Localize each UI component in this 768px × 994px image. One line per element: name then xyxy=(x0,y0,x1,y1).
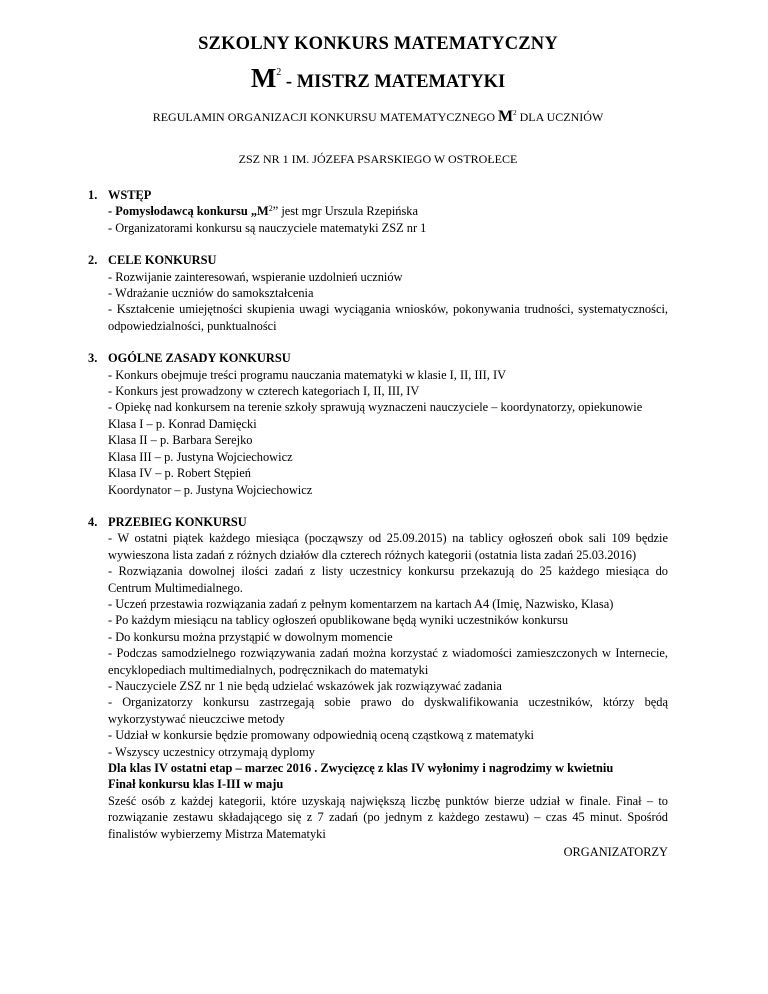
list-item: - Rozwiązania dowolnej ilości zadań z listy uczestnicy konkursu przekazują do 25 każdego miesiąca do Centrum Multimedialnego. xyxy=(108,564,668,595)
list-item: - Konkurs obejmuje treści programu nauczania matematyki w klasie I, II, III, IV xyxy=(108,367,507,382)
list-item: - Wdrażanie uczniów do samokształcenia xyxy=(108,286,314,301)
list-item: Koordynator – p. Justyna Wojciechowicz xyxy=(108,482,313,497)
list-item: - Do konkursu można przystąpić w dowolnym momencie xyxy=(108,629,393,644)
document-title: SZKOLNY KONKURS MATEMATYCZNY xyxy=(198,34,558,54)
m2-logo-small: $M^2$ xyxy=(498,108,517,125)
regulation-line: REGULAMIN ORGANIZACJI KONKURSU MATEMATYCZNEGO $M^2$ DLA UCZNIÓW xyxy=(152,108,604,125)
list-item: Sześć osób z każdej kategorii, które uzyskają największą liczbę punktów bierze udział w finale. Finał – to rozwiązanie zestawu składającego się z 7 zadań (po jednym z każdego zestawu) – czas 45 minut. Spośród finalistów wybierzemy Mistrza Matematyki xyxy=(108,793,668,841)
list-item: Klasa I – p. Konrad Damięcki xyxy=(108,416,257,431)
list-item: - Organizatorzy konkursu zastrzegają sobie prawo do dyskwalifikowania uczestników, którzy będą wykorzystywać nieuczciwe metody xyxy=(108,695,668,726)
list-item: - Rozwijanie zainteresowań, wspieranie uzdolnień uczniów xyxy=(108,269,403,284)
bold-note: Dla klas IV ostatni etap – marzec 2016 . Zwycięzcę z klas IV wyłonimy i nagrodzimy w kwietniu xyxy=(108,761,614,775)
m2-logo: $M^2$ xyxy=(250,63,282,93)
section-heading: OGÓLNE ZASADY KONKURSU xyxy=(108,351,291,366)
signature: ORGANIZATORZY xyxy=(563,845,668,860)
section-heading: PRZEBIEG KONKURSU xyxy=(108,514,247,529)
list-item: - Pomysłodawcą konkursu $„M^2$” jest mgr Urszula Rzepińska xyxy=(108,204,418,219)
list-item: - Uczeń przestawia rozwiązania zadań z pełnym komentarzem na kartach A4 (Imię, Nazwisko, Klasa) xyxy=(108,596,614,611)
list-item: - Udział w konkursie będzie promowany odpowiednią oceną cząstkową z matematyki xyxy=(108,728,534,743)
document-subtitle xyxy=(88,63,668,94)
section-heading: WSTĘP xyxy=(108,188,152,202)
section-4: 4. PRZEBIEG KONKURSU - W ostatni piątek każdego miesiąca (począwszy od 25.09.2015) na tablicy ogłoszeń obok sali 109 będzie wywieszona lista zadań z różnych działów dla czterech różnych kategorii (ostatnia lista zadań 25.03.2016) - Rozwiązania dowolnej ilości zadań z listy uczestnicy konkursu przekazują do 25 każdego miesiąca do Centrum Multimedialnego. - Uczeń przestawia rozwiązania zadań z pełnym komentarzem na kartach A4 (Imię, Nazwisko, Klasa) - Po każdym miesiącu na tablicy ogłoszeń opublikowane będą wyniki uczestników konkursu - Do konkursu można przystąpić w dowolnym momencie - Podczas samodzielnego rozwiązywania zadań można korzystać z wiadomości zamieszczonych w Internecie, encyklopediach multimedialnych, podręcznikach do matematyki - Nauczyciele ZSZ nr 1 nie będą udzielać wskazówek jak rozwiązywać zadania - Organizatorzy konkursu zastrzegają sobie prawo do dyskwalifikowania uczestników, którzy będą wykorzystywać nieuczciwe metody - Udział w konkursie będzie promowany odpowiednią oceną cząstkową z matematyki - Wszyscy uczestnicy otrzymają dyplomy Dla klas IV ostatni etap – marzec 2016 . Zwycięzcę z klas IV wyłonimy i nagrodzimy w kwietniu Finał konkursu klas I-III w maju Sześć osób z każdej kategorii, które uzyskają największą liczbę punktów bierze udział w finale. Finał – to rozwiązanie zestawu składającego się z 7 zadań (po jednym z każdego zestawu) – czas 45 minut. Spośród finalistów wybierzemy Mistrza Matematyki ORGANIZATORZY xyxy=(88,514,668,860)
list-item: - Nauczyciele ZSZ nr 1 nie będą udzielać wskazówek jak rozwiązywać zadania xyxy=(108,678,502,693)
list-item: - Kształcenie umiejętności skupienia uwagi wyciągania wniosków, pokonywania trudności, systematyczności, odpowiedzialności, punktualności xyxy=(108,302,668,333)
list-item: - Podczas samodzielnego rozwiązywania zadań można korzystać z wiadomości zamieszczonych w Internecie, encyklopediach multimedialnych, podręcznikach do matematyki xyxy=(108,646,668,677)
list-item: - Wszyscy uczestnicy otrzymają dyplomy xyxy=(108,744,315,759)
section-heading: CELE KONKURSU xyxy=(108,253,217,268)
list-item: Klasa II – p. Barbara Serejko xyxy=(108,433,253,448)
list-item: Klasa III – p. Justyna Wojciechowicz xyxy=(108,449,293,464)
subtitle-text: - MISTRZ MATEMATYKI xyxy=(285,72,506,92)
section-2: 2. CELE KONKURSU - Rozwijanie zainteresowań, wspieranie uzdolnień uczniów - Wdrażanie uczniów do samokształcenia - Kształcenie umiejętności skupienia uwagi wyciągania wniosków, pokonywania trudności, systematyczności, odpowiedzialności, punktualności xyxy=(88,253,668,333)
list-item: Klasa IV – p. Robert Stępień xyxy=(108,466,251,481)
list-item: - Organizatorami konkursu są nauczyciele matematyki ZSZ nr 1 xyxy=(108,220,427,235)
school-name: ZSZ NR 1 IM. JÓZEFA PSARSKIEGO W OSTROŁECE xyxy=(238,152,518,166)
list-item: - W ostatni piątek każdego miesiąca (począwszy od 25.09.2015) na tablicy ogłoszeń obok sali 109 będzie wywieszona lista zadań z różnych działów dla czterech różnych kategorii (ostatnia lista zadań 25.03.2016) xyxy=(108,531,668,562)
list-item: - Po każdym miesiącu na tablicy ogłoszeń opublikowane będą wyniki uczestników konkursu xyxy=(108,613,569,628)
section-3: 3. OGÓLNE ZASADY KONKURSU - Konkurs obejmuje treści programu nauczania matematyki w klasie I, II, III, IV - Konkurs jest prowadzony w czterech kategoriach I, II, III, IV - Opiekę nad konkursem na terenie szkoły sprawują wyznaczeni nauczyciele – koordynatorzy, opiekunowie Klasa I – p. Konrad Damięcki Klasa II – p. Barbara Serejko Klasa III – p. Justyna Wojciechowicz Klasa IV – p. Robert Stępień Koordynator – p. Justyna Wojciechowicz xyxy=(88,350,668,498)
bold-note: Finał konkursu klas I-III w maju xyxy=(108,777,284,792)
section-1: 1. WSTĘP - Pomysłodawcą konkursu $„M^2$” jest mgr Urszula Rzepińska - Organizatorami konkursu są nauczyciele matematyki ZSZ nr 1 xyxy=(88,187,668,236)
list-item: - Konkurs jest prowadzony w czterech kategoriach I, II, III, IV xyxy=(108,384,420,399)
list-item: - Opiekę nad konkursem na terenie szkoły sprawują wyznaczeni nauczyciele – koordynatorzy, opiekunowie xyxy=(108,400,643,415)
sections xyxy=(88,187,668,860)
